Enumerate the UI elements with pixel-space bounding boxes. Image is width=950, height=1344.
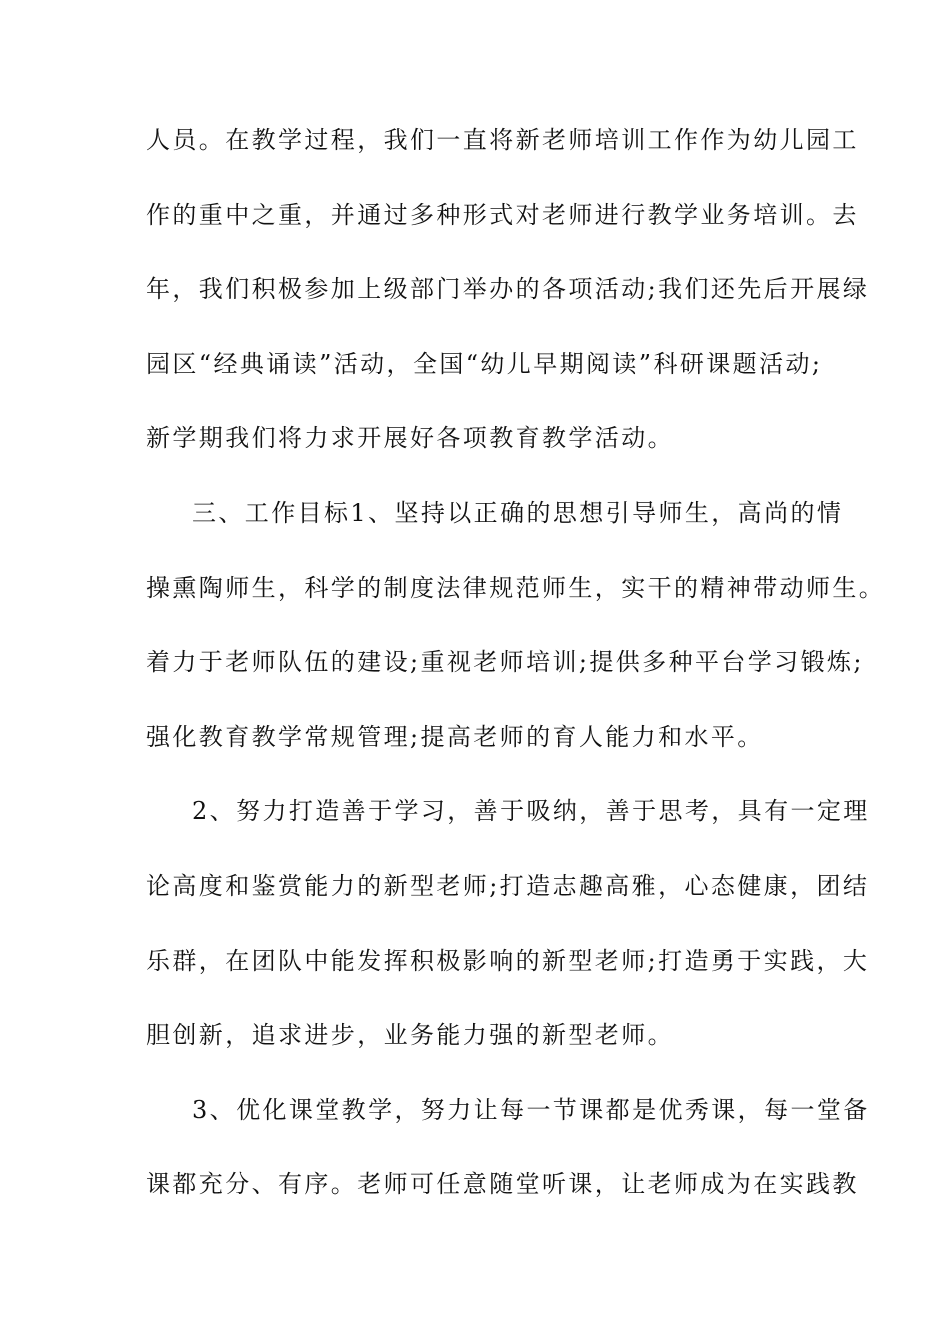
text-line-11: 论高度和鉴赏能力的新型老师;打造志趣高雅，心态健康，团结: [146, 871, 870, 900]
text-line-9: 强化教育教学常规管理;提高老师的育人能力和水平。: [146, 722, 764, 751]
document-body: [146, 103, 886, 1222]
text-line-4: 园区“经典诵读”活动，全国“幼儿早期阅读”科研课题活动;: [146, 349, 823, 378]
text-line-7: 操熏陶师生，科学的制度法律规范师生，实干的精神带动师生。: [146, 573, 886, 602]
text-line-6: 三、工作目标1、坚持以正确的思想引导师生，高尚的情: [192, 498, 844, 527]
text-line-1: 人员。在教学过程，我们一直将新老师培训工作作为幼儿园工: [146, 126, 859, 154]
text-line-14: 3、优化课堂教学，努力让每一节课都是优秀课，每一堂备: [192, 1095, 870, 1124]
text-line-12: 乐群，在团队中能发挥积极影响的新型老师;打造勇于实践，大: [146, 946, 870, 975]
text-line-3: 年，我们积极参加上级部门举办的各项活动;我们还先后开展绿: [146, 275, 870, 304]
text-line-2: 作的重中之重，并通过多种形式对老师进行教学业务培训。去: [146, 200, 859, 229]
text-line-15: 课都充分、有序。老师可任意随堂听课，让老师成为在实践教: [146, 1170, 859, 1199]
text-line-13: 胆创新，追求进步，业务能力强的新型老师。: [146, 1021, 674, 1050]
text-line-10: 2、努力打造善于学习，善于吸纳，善于思考，具有一定理: [192, 797, 870, 826]
text-line-8: 着力于老师队伍的建设;重视老师培训;提供多种平台学习锻炼;: [146, 648, 864, 677]
text-line-5: 新学期我们将力求开展好各项教育教学活动。: [146, 424, 674, 453]
